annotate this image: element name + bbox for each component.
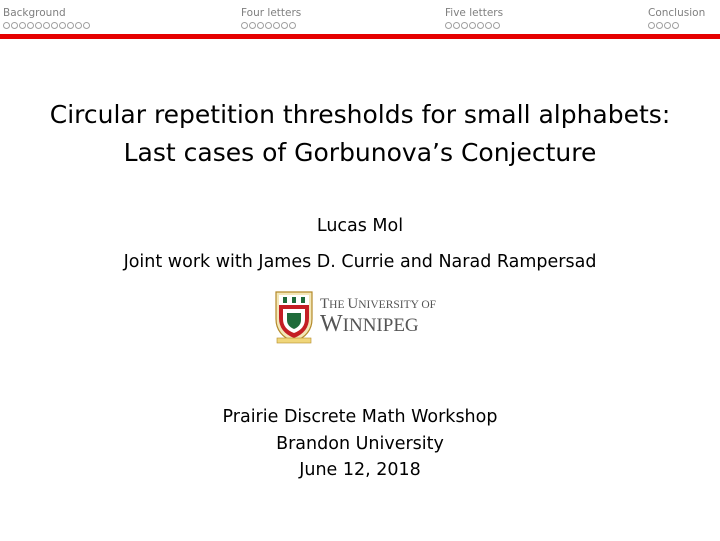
nav-progress-dot[interactable] bbox=[249, 22, 256, 29]
nav-progress-dot[interactable] bbox=[11, 22, 18, 29]
nav-progress-dot[interactable] bbox=[75, 22, 82, 29]
nav-progress-dot[interactable] bbox=[664, 22, 671, 29]
event-info bbox=[0, 404, 720, 484]
university-logo bbox=[274, 289, 446, 344]
nav-progress-dot[interactable] bbox=[67, 22, 74, 29]
nav-progress-dot[interactable] bbox=[273, 22, 280, 29]
nav-progress-dot[interactable] bbox=[453, 22, 460, 29]
nav-progress-dot[interactable] bbox=[477, 22, 484, 29]
title-line-2: Last cases of Gorbunova’s Conjecture bbox=[123, 138, 597, 167]
nav-progress-dots bbox=[648, 22, 705, 29]
nav-progress-dot[interactable] bbox=[461, 22, 468, 29]
slide-title bbox=[0, 96, 720, 172]
nav-progress-dot[interactable] bbox=[281, 22, 288, 29]
nav-section-label: Background bbox=[3, 7, 66, 19]
nav-progress-dot[interactable] bbox=[485, 22, 492, 29]
university-crest-icon bbox=[276, 292, 312, 343]
header-accent-bar bbox=[0, 34, 720, 39]
nav-progress-dot[interactable] bbox=[51, 22, 58, 29]
nav-progress-dot[interactable] bbox=[672, 22, 679, 29]
nav-section-five-letters[interactable] bbox=[445, 6, 503, 29]
nav-section-background[interactable] bbox=[3, 6, 90, 29]
nav-progress-dot[interactable] bbox=[648, 22, 655, 29]
event-name: Prairie Discrete Math Workshop bbox=[222, 407, 498, 427]
nav-progress-dot[interactable] bbox=[656, 22, 663, 29]
nav-progress-dots bbox=[3, 22, 90, 29]
nav-section-conclusion[interactable] bbox=[648, 6, 705, 29]
nav-progress-dot[interactable] bbox=[493, 22, 500, 29]
nav-progress-dot[interactable] bbox=[445, 22, 452, 29]
nav-progress-dots bbox=[445, 22, 503, 29]
nav-progress-dot[interactable] bbox=[265, 22, 272, 29]
event-venue: Brandon University bbox=[276, 433, 444, 454]
nav-section-four-letters[interactable] bbox=[241, 6, 301, 29]
nav-progress-dot[interactable] bbox=[27, 22, 34, 29]
navigation-header bbox=[0, 0, 720, 34]
nav-section-label: Conclusion bbox=[648, 7, 706, 19]
nav-progress-dot[interactable] bbox=[469, 22, 476, 29]
event-date: June 12, 2018 bbox=[299, 460, 421, 480]
svg-text:THE UNIVERSITY OF: THE UNIVERSITY OF bbox=[320, 296, 437, 312]
nav-progress-dot[interactable] bbox=[289, 22, 296, 29]
nav-progress-dot[interactable] bbox=[43, 22, 50, 29]
svg-text:WINNIPEG: WINNIPEG bbox=[320, 311, 419, 337]
nav-section-label: Five letters bbox=[445, 7, 504, 19]
title-line-1: Circular repetition thresholds for small alphabets: bbox=[49, 100, 671, 129]
nav-progress-dot[interactable] bbox=[59, 22, 66, 29]
nav-progress-dot[interactable] bbox=[19, 22, 26, 29]
nav-section-label: Four letters bbox=[241, 7, 302, 19]
nav-progress-dot[interactable] bbox=[35, 22, 42, 29]
nav-progress-dot[interactable] bbox=[257, 22, 264, 29]
nav-progress-dot[interactable] bbox=[3, 22, 10, 29]
coauthors-line: Joint work with James D. Currie and Narad Rampersad bbox=[123, 252, 597, 272]
nav-progress-dot[interactable] bbox=[83, 22, 90, 29]
author-name: Lucas Mol bbox=[316, 216, 404, 236]
nav-progress-dots bbox=[241, 22, 301, 29]
nav-progress-dot[interactable] bbox=[241, 22, 248, 29]
